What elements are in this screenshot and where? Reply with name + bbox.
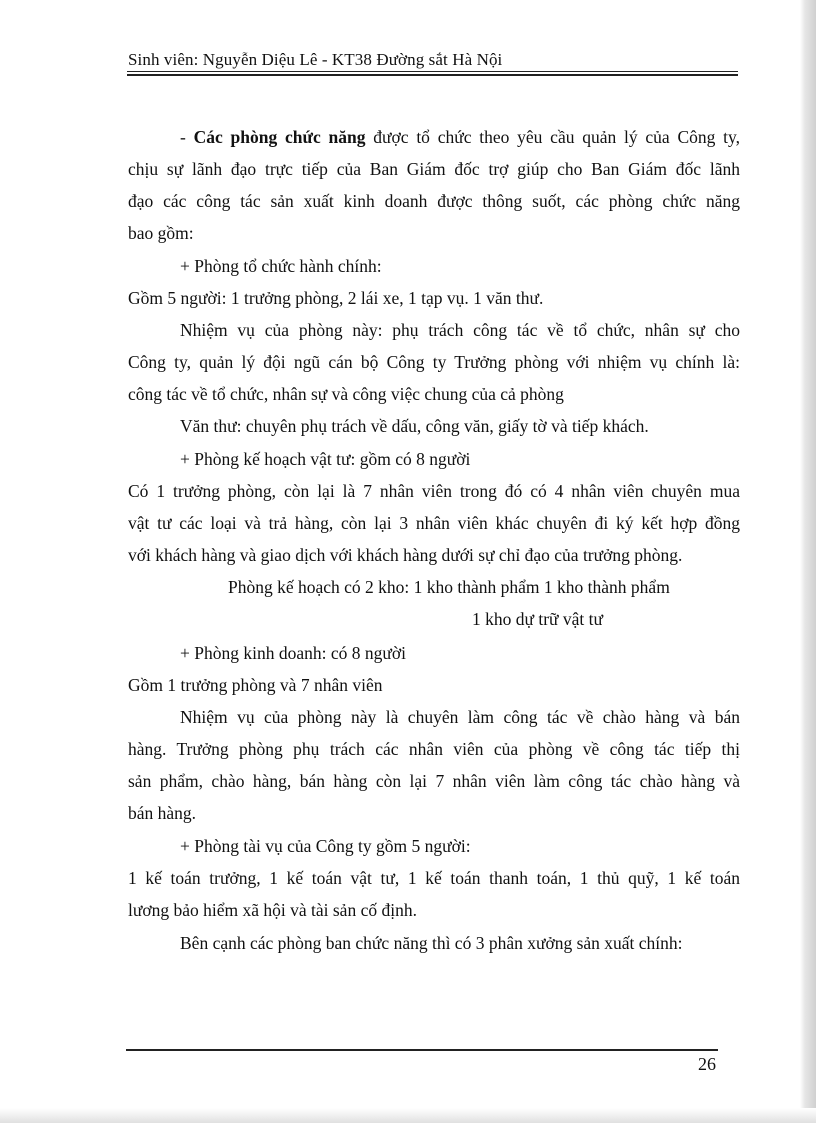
sales-dept-members: Gồm 1 trưởng phòng và 7 nhân viên [128, 675, 383, 695]
intro-bold-term: Các phòng chức năng [193, 127, 366, 147]
intro-line-1: - Các phòng chức năng được tổ chức theo yêu cầu quản lý của Công ty, [180, 127, 741, 147]
admin-dept-duty-2: Công ty, quản lý đội ngũ cán bộ Công ty Trưởng phòng với nhiệm vụ chính là: [128, 352, 740, 372]
intro-line-4: bao gồm: [128, 223, 194, 243]
header-rule [127, 71, 738, 72]
planning-dept-text-3: với khách hàng và giao dịch với khách hàng dưới sự chỉ đạo của trưởng phòng. [128, 545, 683, 565]
sales-dept-duty-2: hàng. Trưởng phòng phụ trách các nhân viên của phòng về công tác tiếp thị [128, 739, 740, 759]
planning-dept-text-1: Có 1 trưởng phòng, còn lại là 7 nhân viên trong đó có 4 nhân viên chuyên mua [128, 481, 740, 501]
intro-line-2: chịu sự lãnh đạo trực tiếp của Ban Giám đốc trợ giúp cho Ban Giám đốc lãnh [128, 159, 740, 179]
intro-line-3: đạo các công tác sản xuất kinh doanh được thông suốt, các phòng chức năng [128, 191, 740, 211]
page-shadow-bottom [0, 1108, 816, 1123]
sales-dept-duty-3: sản phẩm, chào hàng, bán hàng còn lại 7 nhân viên làm công tác chào hàng và [128, 771, 740, 791]
admin-dept-duty-1: Nhiệm vụ của phòng này: phụ trách công tác về tổ chức, nhân sự cho [180, 320, 740, 340]
admin-dept-duty-3: công tác về tổ chức, nhân sự và công việc chung của cả phòng [128, 384, 564, 404]
footer-rule [126, 1049, 718, 1051]
finance-dept-text-1: 1 kế toán trưởng, 1 kế toán vật tư, 1 kế toán thanh toán, 1 thủ quỹ, 1 kế toán [128, 868, 740, 888]
sales-dept-duty-1: Nhiệm vụ của phòng này là chuyên làm công tác về chào hàng và bán [180, 707, 740, 727]
planning-dept-heading: + Phòng kế hoạch vật tư: gồm có 8 người [180, 449, 471, 469]
sales-dept-heading: + Phòng kinh doanh: có 8 người [180, 643, 406, 663]
admin-dept-clerk: Văn thư: chuyên phụ trách về dấu, công văn, giấy tờ và tiếp khách. [180, 416, 649, 436]
sales-dept-duty-4: bán hàng. [128, 803, 197, 823]
admin-dept-members: Gồm 5 người: 1 trưởng phòng, 2 lái xe, 1 tạp vụ. 1 văn thư. [128, 288, 544, 308]
page-header: Sinh viên: Nguyễn Diệu Lê - KT38 Đường sắt Hà Nội [128, 50, 503, 69]
page-shadow-right [800, 0, 816, 1123]
page-number: 26 [698, 1054, 716, 1074]
header-rule-thick [127, 74, 738, 76]
closing-line: Bên cạnh các phòng ban chức năng thì có 3 phân xưởng sản xuất chính: [180, 933, 683, 953]
planning-dept-text-2: vật tư các loại và trả hàng, còn lại 3 nhân viên khác chuyên đi ký kết hợp đồng [128, 513, 740, 533]
admin-dept-heading: + Phòng tổ chức hành chính: [180, 256, 382, 276]
planning-warehouse-2: 1 kho dự trữ vật tư [472, 609, 604, 629]
planning-warehouse-1: Phòng kế hoạch có 2 kho: 1 kho thành phẩm 1 kho thành phẩm [228, 577, 670, 597]
finance-dept-text-2: lương bảo hiểm xã hội và tài sản cố định. [128, 900, 417, 920]
finance-dept-heading: + Phòng tài vụ của Công ty gồm 5 người: [180, 836, 471, 856]
